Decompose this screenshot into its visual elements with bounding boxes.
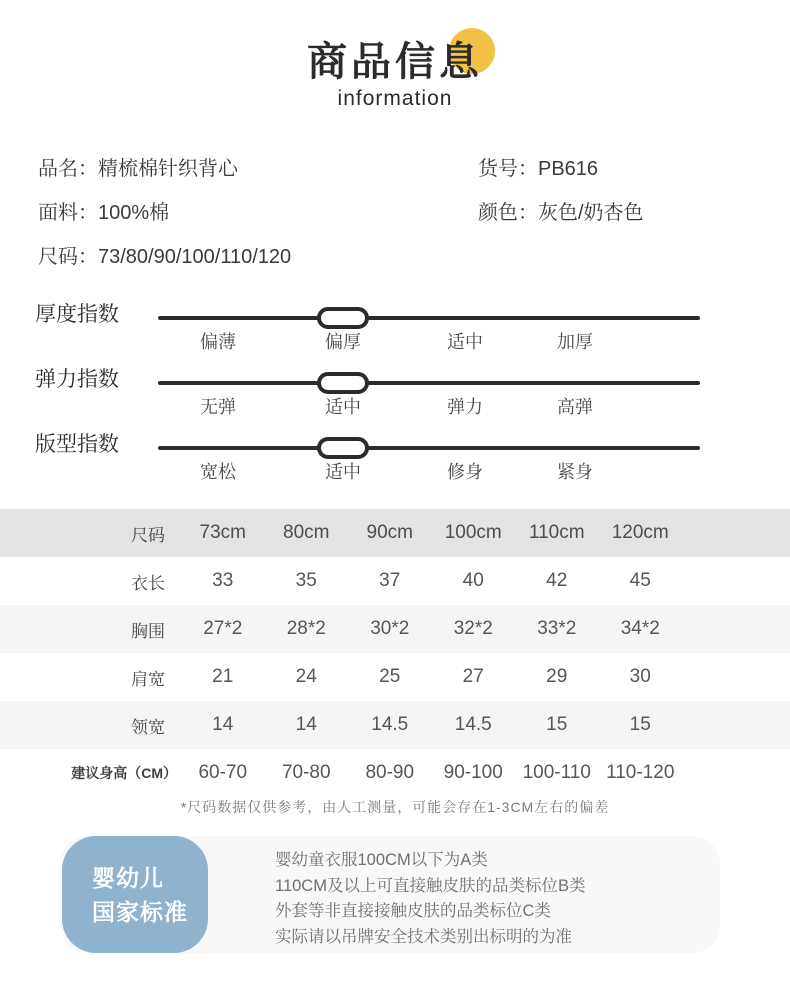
standard-line: 实际请以吊牌安全技术类别出标明的为准: [275, 928, 572, 947]
slider-handle: [317, 372, 369, 394]
table-cell: 27*2: [203, 618, 243, 639]
badge-line: 国家标准: [92, 898, 188, 925]
table-cell: 15: [546, 714, 568, 735]
table-header-cell: 73cm: [199, 522, 246, 543]
slider-option: 加厚: [557, 332, 593, 352]
table-cell: 70-80: [281, 762, 331, 783]
table-cell: 30: [629, 666, 651, 687]
table-cell: 100-110: [522, 762, 591, 783]
thickness-index-slider: [0, 296, 790, 358]
thickness-index-label: 厚度指数: [35, 303, 119, 326]
slider-option: 无弹: [200, 397, 236, 417]
size-table: [0, 509, 790, 797]
size-row: [38, 240, 291, 269]
table-cell: 33*2: [537, 618, 577, 639]
table-cell: 27: [462, 666, 484, 687]
color-row: [478, 196, 644, 225]
slider-option: 偏薄: [200, 332, 236, 352]
slider-option: 偏厚: [325, 332, 361, 352]
title-wrap: [307, 40, 483, 111]
table-header-row: [0, 509, 790, 557]
size-label: 尺码：: [38, 246, 98, 268]
slider-track: [158, 316, 700, 320]
elasticity-index-label: 弹力指数: [35, 368, 119, 391]
sku-label: 货号：: [478, 158, 538, 180]
page-title: 商品信息: [307, 40, 483, 84]
standard-line: 婴幼童衣服100CM以下为A类: [275, 851, 488, 869]
page-subtitle: information: [337, 87, 453, 110]
fit-index-slider: [0, 426, 790, 488]
slider-option: 修身: [447, 462, 483, 482]
slider-option: 高弹: [557, 397, 593, 417]
table-cell: 14: [212, 714, 234, 735]
table-row: [0, 701, 790, 749]
slider-option: 适中: [447, 332, 483, 352]
table-header-cell: 尺码: [131, 525, 165, 545]
table-row: [0, 749, 790, 797]
product-name-value: 精梳棉针织背心: [98, 158, 238, 180]
slider-handle: [317, 437, 369, 459]
table-cell: 45: [629, 570, 651, 591]
table-header-cell: 120cm: [611, 522, 669, 543]
table-row: [0, 557, 790, 605]
product-name-row: [38, 152, 238, 181]
table-cell: 40: [462, 570, 484, 591]
slider-option: 适中: [325, 397, 361, 417]
row-label: 胸围: [131, 621, 165, 641]
table-cell: 110-120: [606, 762, 675, 783]
table-cell: 80-90: [365, 762, 415, 783]
table-cell: 60-70: [198, 762, 248, 783]
fit-index-label: 版型指数: [35, 433, 119, 456]
fabric-label: 面料：: [38, 202, 98, 224]
national-standard-badge: [62, 836, 208, 953]
table-cell: 35: [295, 570, 317, 591]
color-value: 灰色/奶杏色: [538, 202, 644, 224]
sku-row: [478, 152, 598, 181]
badge-line: 婴幼儿: [92, 864, 164, 891]
row-label: 肩宽: [131, 669, 165, 689]
table-header-cell: 90cm: [366, 522, 413, 543]
table-cell: 25: [379, 666, 401, 687]
slider-option: 适中: [325, 462, 361, 482]
slider-track: [158, 381, 700, 385]
table-cell: 33: [212, 570, 234, 591]
table-cell: 37: [379, 570, 401, 591]
table-cell: 21: [212, 666, 234, 687]
elasticity-index-slider: [0, 361, 790, 423]
table-header-cell: 110cm: [528, 522, 585, 543]
table-header-cell: 80cm: [283, 522, 330, 543]
table-cell: 24: [295, 666, 317, 687]
fabric-value: 100%棉: [98, 202, 170, 224]
size-value: 73/80/90/100/110/120: [98, 246, 292, 268]
slider-handle: [317, 307, 369, 329]
table-cell: 90-100: [443, 762, 503, 783]
table-row: [0, 605, 790, 653]
table-cell: 30*2: [370, 618, 410, 639]
table-cell: 34*2: [620, 618, 660, 639]
table-cell: 42: [546, 570, 568, 591]
size-note: *尺码数据仅供参考，由人工测量，可能会存在1-3CM左右的偏差: [180, 799, 610, 815]
standard-line: 110CM及以上可直接触皮肤的品类标位B类: [275, 876, 586, 895]
row-label: 领宽: [131, 717, 165, 737]
table-header-cell: 100cm: [444, 522, 502, 543]
row-label: 衣长: [131, 573, 165, 593]
table-cell: 32*2: [453, 618, 493, 639]
slider-option: 宽松: [200, 462, 236, 482]
table-cell: 14.5: [454, 714, 492, 735]
slider-track: [158, 446, 700, 450]
sku-value: PB616: [538, 158, 599, 180]
national-standard-text: [275, 848, 715, 951]
header: [0, 40, 790, 111]
table-cell: 29: [546, 666, 568, 687]
product-name-label: 品名：: [38, 158, 98, 180]
table-cell: 14.5: [371, 714, 409, 735]
row-label: 建议身高（CM）: [71, 765, 177, 781]
slider-option: 紧身: [557, 462, 593, 482]
table-cell: 15: [629, 714, 651, 735]
slider-option: 弹力: [447, 397, 483, 417]
color-label: 颜色：: [478, 202, 538, 224]
standard-line: 外套等非直接接触皮肤的品类标位C类: [275, 902, 551, 921]
fabric-row: [38, 196, 169, 225]
table-cell: 14: [295, 714, 317, 735]
table-cell: 28*2: [286, 618, 326, 639]
table-row: [0, 653, 790, 701]
